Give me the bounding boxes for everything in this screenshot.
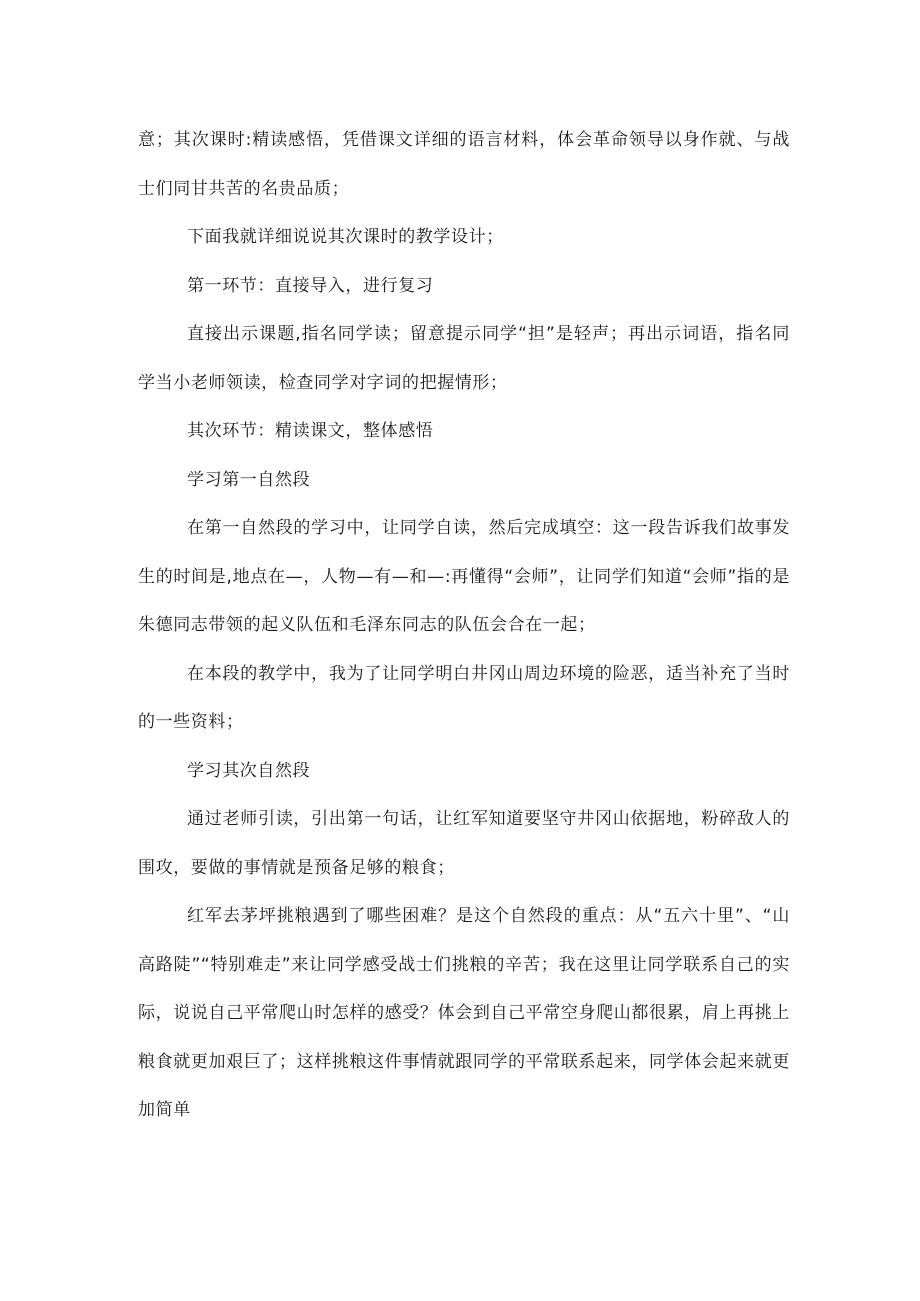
paragraph-3: 第一环节：直接导入，进行复习	[187, 275, 434, 296]
paragraph-5: 其次环节：精读课文，整体感悟	[187, 421, 434, 441]
paragraph-1: 意；其次课时:精读感悟，凭借课文详细的语言材料，体会革命领导以身作就、与战士们同甘共苦的名贵品质；	[138, 130, 790, 199]
paragraph-2: 下面我就详细说说其次课时的教学设计；	[187, 227, 504, 247]
paragraph-7: 在第一自然段的学习中，让同学自读，然后完成填空：这一段告诉我们故事发生的时间是,地点在—，人物—有—和—:再懂得“会师”，让同学们知道“会师”指的是朱德同志带领的起义队伍和毛泽东同志的队伍会合在一起；	[138, 518, 790, 635]
paragraph-6: 学习第一自然段	[187, 469, 311, 490]
paragraph-11: 红军去茅坪挑粮遇到了哪些困难？是这个自然段的重点：从“五六十里”、“山高路陡”“特别难走”来让同学感受战士们挑粮的辛苦；我在这里让同学联系自己的实际，说说自己平常爬山时怎样的感受？体会到自己平常空身爬山都很累，肩上再挑上粮食就更加艰巨了；这样挑粮这件事情就跟同学的平常联系起来，同学体会起来就更加简单	[138, 906, 790, 1120]
paragraph-4: 直接出示课题,指名同学读；留意提示同学“担”是轻声；再出示词语，指名同学当小老师领读，检查同学对字词的把握情形；	[138, 324, 790, 393]
paragraph-9: 学习其次自然段	[187, 760, 311, 781]
paragraph-8: 在本段的教学中，我为了让同学明白井冈山周边环境的险恶，适当补充了当时的一些资料；	[138, 663, 790, 732]
document-body	[138, 116, 790, 1135]
paragraph-10: 通过老师引读，引出第一句话，让红军知道要坚守井冈山依据地，粉碎敌人的围攻，要做的事情就是预备足够的粮食；	[138, 809, 790, 878]
